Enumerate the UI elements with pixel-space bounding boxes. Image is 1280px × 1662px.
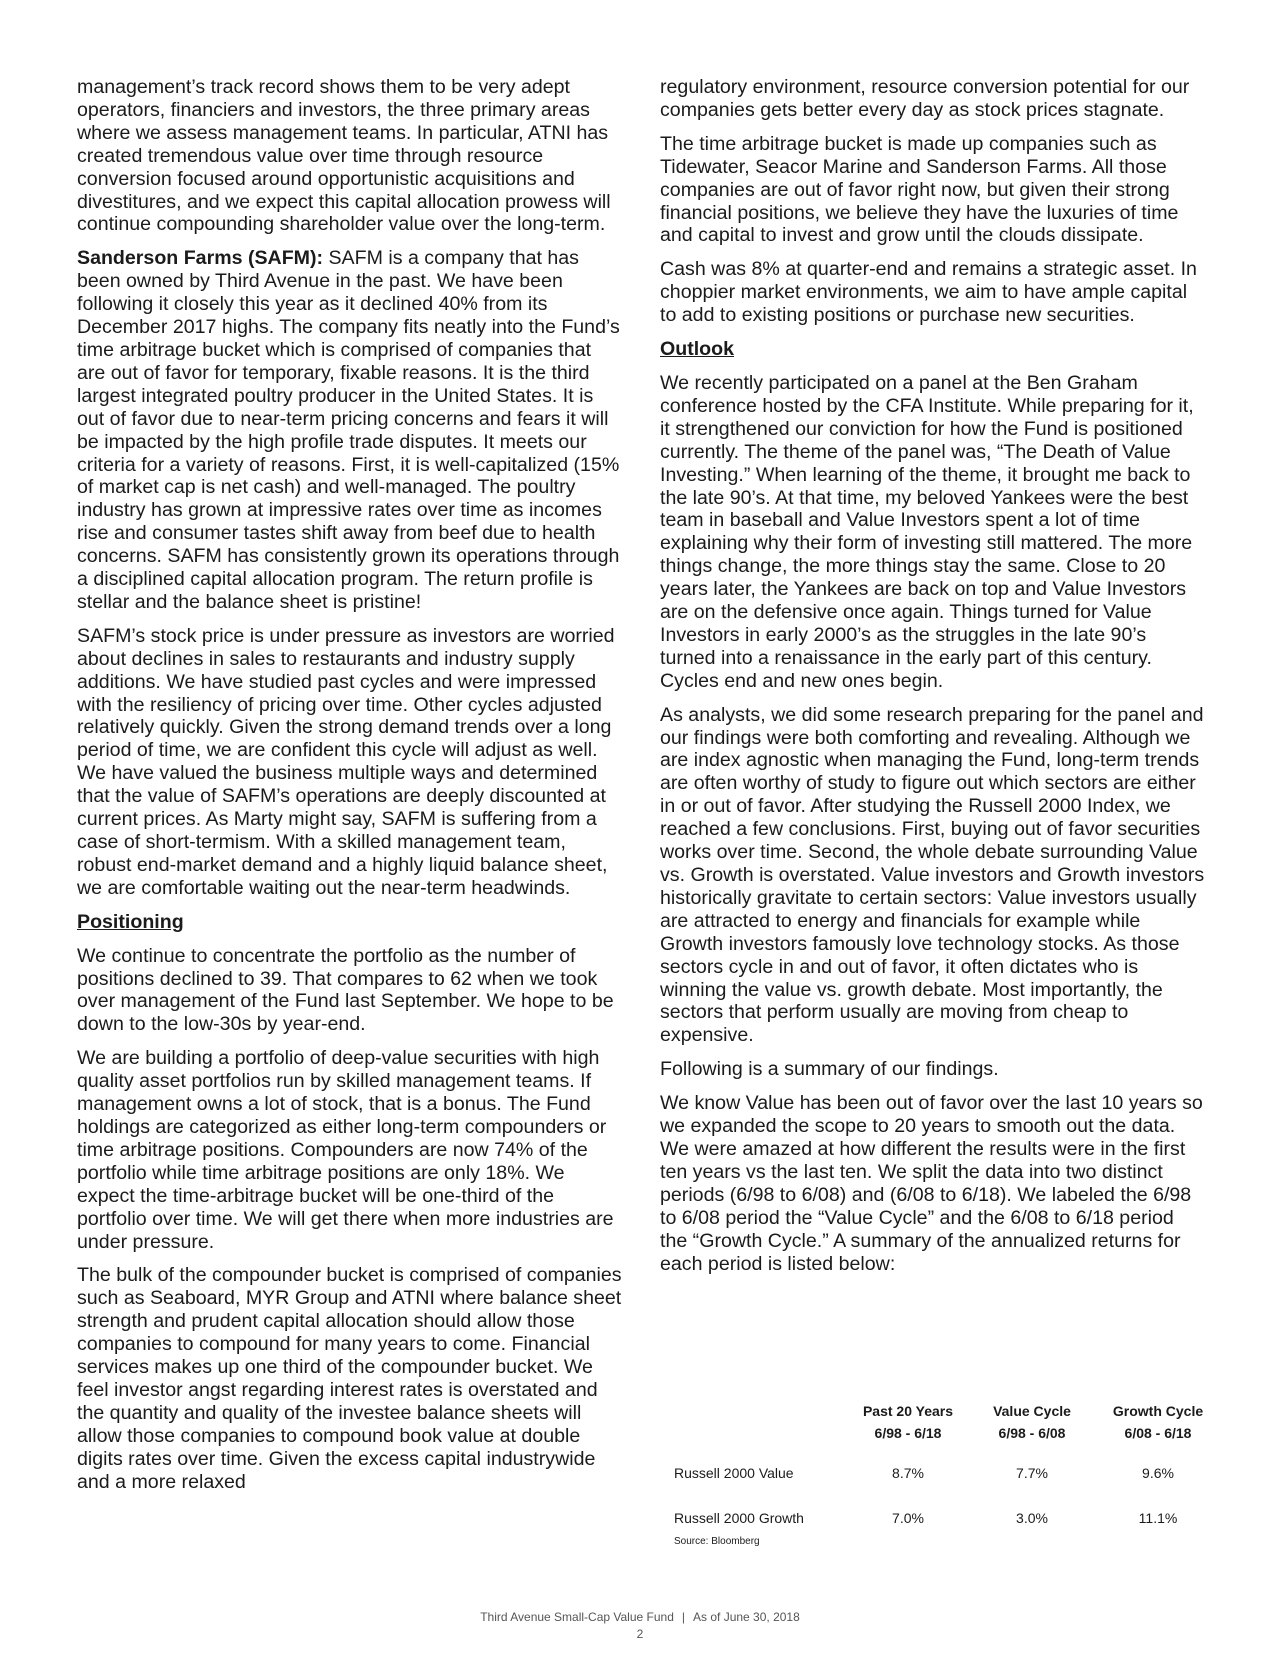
page-footer (0, 1610, 1280, 1624)
table-header-cell (968, 1400, 1096, 1450)
header-line: 6/98 - 6/18 (874, 1425, 942, 1441)
header-line: Growth Cycle (1112, 1403, 1204, 1419)
paragraph: management’s track record shows them to be very adept operators, financiers and investors, the three primary areas where we assess management teams. In particular, ATNI has created tremendous value over time through resource conversion focused around opportunistic acquisitions and divestitures, and we expect this capital allocation prowess will continue compounding shareholder value over the long-term. (77, 76, 611, 236)
section-heading-positioning: Positioning (77, 910, 184, 933)
footer-fund-name: Third Avenue Small-Cap Value Fund (480, 1610, 674, 1624)
table-row (660, 1450, 1220, 1495)
header-line: Past 20 Years (862, 1403, 954, 1419)
table-header-empty (660, 1400, 848, 1450)
paragraph: The time arbitrage bucket is made up companies such as Tidewater, Seacor Marine and Sanderson Farms. All those companies are out of favor right now, but given their strong financial positions, we believe they have the luxuries of time and capital to invest and grow until the clouds dissipate. (660, 132, 1179, 247)
table-cell: 7.7% (1016, 1464, 1048, 1481)
table-cell: 7.0% (892, 1509, 924, 1526)
table-header-cell (1096, 1400, 1220, 1450)
paragraph: The bulk of the compounder bucket is comprised of companies such as Seaboard, MYR Group and ATNI where balance sheet strength and prudent capital allocation should allow those companies to compound for many years to come. Financial services makes up one third of the compounder bucket. We feel investor angst regarding interest rates is overstated and the quantity and quality of the investee balance sheets will allow those companies to compound book value at double digits rates over time. Given the excess capital industrywide and a more relaxed (77, 1264, 622, 1493)
annualized-returns-table (660, 1400, 1220, 1540)
paragraph-sanderson-farms (77, 247, 622, 614)
header-line: 6/98 - 6/08 (998, 1425, 1066, 1441)
row-label: Russell 2000 Growth (674, 1509, 804, 1526)
footer-as-of-date: As of June 30, 2018 (693, 1610, 800, 1624)
table-row (660, 1495, 1220, 1540)
left-column (77, 76, 622, 1504)
page-number: 2 (636, 1627, 644, 1641)
table-header-row (660, 1400, 1220, 1450)
right-column (660, 76, 1205, 1286)
paragraph: As analysts, we did some research preparing for the panel and our findings were both comforting and revealing. Although we are index agnostic when managing the Fund, long-term trends are often worthy of study to figure out which sectors are either in or out of favor. After studying the Russell 2000 Index, we reached a few conclusions. First, buying out of favor securities works over time. Second, the whole debate surrounding Value vs. Growth is overstated. Value investors and Growth investors historically gravitate to certain sectors: Value investors usually are attracted to energy and financials for example while Growth investors famously love technology stocks. As those sectors cycle in and out of favor, it often dictates who is winning the value vs. growth debate. Most importantly, the sectors that perform usually are moving from cheap to expensive. (660, 703, 1205, 1047)
table-header-cell (848, 1400, 968, 1450)
paragraph: We recently participated on a panel at the Ben Graham conference hosted by the CFA Institute. While preparing for it, it strengthened our conviction for how the Fund is positioned currently. The theme of the panel was, “The Death of Value Investing.” When learning of the theme, it brought me back to the late 90’s. At that time, my beloved Yankees were the best team in baseball and Value Investors spent a lot of time explaining why their form of investing still mattered. The more things change, the more things stay the same. Close to 20 years later, the Yankees are back on top and Value Investors are on the defensive once again. Things turned for Value Investors in early 2000’s as the struggles in the late 90’s turned into a renaissance in the early part of this century. Cycles end and new ones begin. (660, 371, 1194, 692)
paragraph: SAFM’s stock price is under pressure as investors are worried about declines in sales to restaurants and industry supply additions. We have studied past cycles and were impressed with the resiliency of pricing over time. Other cycles adjusted relatively quickly. Given the strong demand trends over a long period of time, we are confident this cycle will adjust as well. We have valued the business multiple ways and determined that the value of SAFM’s operations are deeply discounted at current prices. As Marty might say, SAFM is suffering from a case of short-termism. With a skilled management team, robust end-market demand and a highly liquid balance sheet, we are comfortable waiting out the near-term headwinds. (77, 624, 615, 899)
paragraph: Cash was 8% at quarter-end and remains a strategic asset. In choppier market environments, we aim to have ample capital to add to existing positions or purchase new securities. (660, 258, 1197, 327)
table-cell: 3.0% (1016, 1509, 1048, 1526)
table-source-note: Source: Bloomberg (674, 1536, 760, 1547)
paragraph: regulatory environment, resource conversion potential for our companies gets better every day as stock prices stagnate. (660, 76, 1190, 121)
table-cell: 11.1% (1138, 1509, 1178, 1526)
table-cell: 9.6% (1142, 1464, 1174, 1481)
paragraph-text: SAFM is a company that has been owned by Third Avenue in the past. We have been following it closely this year as it declined 40% from its December 2017 highs. The company fits neatly into the Fund’s time arbitrage bucket which is comprised of companies that are out of favor for temporary, fixable reasons. It is the third largest integrated poultry producer in the United States. It is out of favor due to near-term pricing concerns and fears it will be impacted by the high profile trade disputes. It meets our criteria for a variety of reasons. First, it is well-capitalized (15% of market cap is net cash) and well-managed. The poultry industry has grown at impressive rates over time as incomes rise and consumer tastes shift away from beef due to health concerns. SAFM has consistently grown its operations through a disciplined capital allocation program. The return profile is stellar and the balance sheet is pristine! (77, 247, 620, 613)
header-line: Value Cycle (993, 1403, 1071, 1419)
footer-separator: | (681, 1610, 686, 1624)
paragraph: We know Value has been out of favor over the last 10 years so we expanded the scope to 20 years to smooth out the data. We were amazed at how different the results were in the first ten years vs the last ten. We split the data into two distinct periods (6/98 to 6/08) and (6/08 to 6/18). We labeled the 6/98 to 6/08 period the “Value Cycle” and the 6/08 to 6/18 period the “Growth Cycle.” A summary of the annualized returns for each period is listed below: (660, 1092, 1203, 1275)
paragraph: Following is a summary of our findings. (660, 1058, 999, 1081)
table-cell: 8.7% (892, 1464, 924, 1481)
paragraph: We continue to concentrate the portfolio as the number of positions declined to 39. That compares to 62 when we took over management of the Fund last September. We hope to be down to the low-30s by year-end. (77, 944, 614, 1036)
paragraph: We are building a portfolio of deep-value securities with high quality asset portfolios run by skilled management teams. If management owns a lot of stock, that is a bonus. The Fund holdings are categorized as either long-term compounders or time arbitrage positions. Compounders are now 74% of the portfolio while time arbitrage positions are only 18%. We expect the time-arbitrage bucket will be one-third of the portfolio over time. We will get there when more industries are under pressure. (77, 1047, 614, 1253)
header-line: 6/08 - 6/18 (1124, 1425, 1192, 1441)
lead-in-sanderson-farms: Sanderson Farms (SAFM): (77, 247, 324, 270)
row-label: Russell 2000 Value (674, 1464, 794, 1481)
section-heading-outlook: Outlook (660, 338, 735, 361)
returns-table-block (660, 1400, 1220, 1547)
